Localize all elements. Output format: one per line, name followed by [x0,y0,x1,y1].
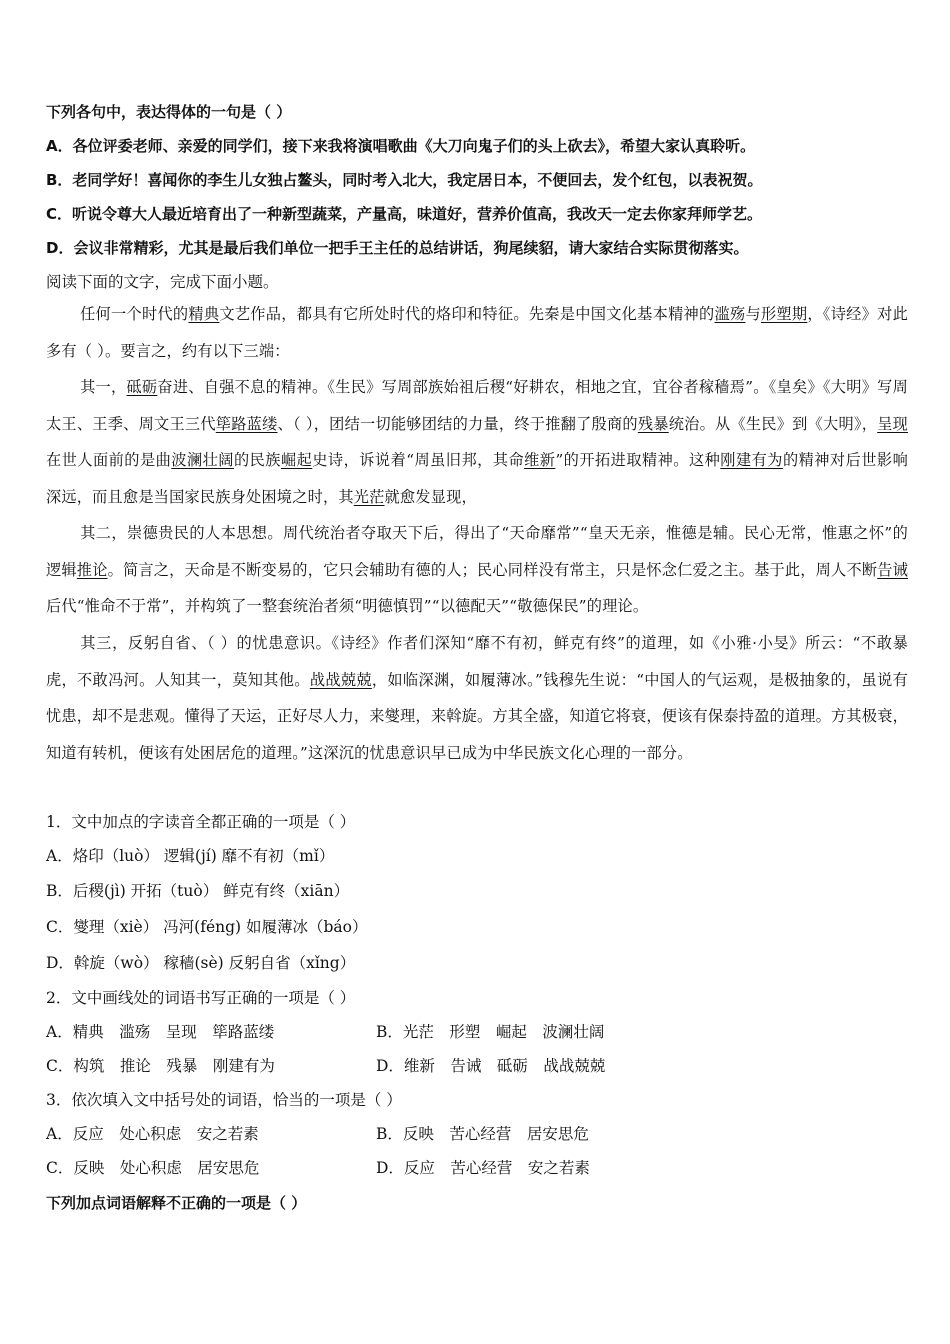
underlined-word: 光茫 [353,487,385,506]
question-1-option-b: B．后稷(jì) 开拓（tuò） 鲜克有终（xiān） [46,882,350,900]
passage-paragraph-1 [46,296,908,369]
underlined-word: 维新 [524,451,556,470]
question-expression-option-d: D．会议非常精彩，尤其是最后我们单位一把手王主任的总结讲话，狗尾续貂，请大家结合实际贯彻落实。 [46,239,749,257]
underlined-word: 崛起 [280,451,313,470]
question-3-option-c: C．反映 处心积虑 居安思危 [46,1159,260,1177]
underlined-word: 刚建有为 [720,451,783,470]
passage-paragraph-3 [46,515,908,625]
passage-paragraph-4 [46,625,908,771]
underlined-word: 呈现 [877,414,909,433]
text-run: 与 [745,305,761,323]
text-run: 。简言之，天命是不断变易的，它只会辅助有德的人；民心同样没有常主，只是怀念仁爱之主。基于此，周人不断 [107,560,878,579]
underlined-word: 精典 [188,305,220,323]
text-run: 在世人面前的是曲 [46,451,172,470]
question-3-stem: 3．依次填入文中括号处的词语，恰当的一项是（ ） [46,1091,402,1109]
question-2-option-c: C．构筑 推论 残暴 刚建有为 [46,1057,275,1075]
text-run: ，《诗经》对此多有（ ）。要言之，约有以下三端： [46,305,908,360]
question-1-option-d: D．斡旋（wò） 稼穑(sè) 反躬自省（xǐng） [46,954,356,972]
text-run: 后代“惟命不于常”，并构筑了一整套统治者须“明德慎罚”“以德配天”“敬德保民”的理论。 [46,597,649,616]
text-run: 的民族 [233,451,281,470]
question-expression-stem: 下列各句中，表达得体的一句是（ ） [46,103,292,121]
text-run: 任何一个时代的 [80,305,189,323]
text-run: 其二，崇德贵民的人本思想。周代统治者夺取天下后，得出了“天命靡常”“皇天无亲，惟德是辅。民心无常，惟惠之怀”的逻辑 [46,524,908,579]
passage-paragraph-2 [46,369,908,515]
text-run: 统治。从《生民》到《大明》， [668,414,878,433]
underlined-word: 波澜壮阔 [171,451,234,470]
underlined-word: 筚路蓝缕 [215,414,278,433]
question-1-option-a: A．烙印（luò） 逻辑(jí) 靡不有初（mǐ） [46,847,335,865]
text-run: 文艺作品，都具有它所处时代的烙印和特征。先秦是中国文化基本精神的 [219,305,715,323]
reading-instruction: 阅读下面的文字，完成下面小题。 [46,273,279,291]
question-1-stem: 1．文中加点的字读音全都正确的一项是（ ） [46,813,356,831]
text-run: 、（ ），团结一切能够团结的力量，终于推翻了殷商的 [277,414,638,433]
question-1-option-c: C．燮理（xiè） 冯河(féng) 如履薄冰（báo） [46,918,368,936]
question-expression-option-a: A．各位评委老师、亲爱的同学们，接下来我将演唱歌曲《大刀向鬼子们的头上砍去》，希望大家认真聆听。 [46,137,756,155]
question-expression-option-c: C．听说令尊大人最近培育出了一种新型蔬菜，产量高，味道好，营养价值高，我改天一定去你家拜师学艺。 [46,205,763,223]
underlined-word: 形塑期 [760,305,808,323]
question-last-stem: 下列加点词语解释不正确的一项是（ ） [46,1194,307,1212]
question-2-stem: 2．文中画线处的词语书写正确的一项是（ ） [46,989,356,1007]
text-run: 奋进、自强不息的精神。《生民》写周部族始祖后稷“好耕农，相地之宜，宜谷者稼穑焉”。《皇矣》《大明》写周太王、王季、周文王三代 [46,378,908,433]
question-2-option-a: A．精典 滥殇 呈现 筚路蓝缕 [46,1023,275,1041]
question-3-option-d: D．反应 苦心经营 安之若素 [376,1159,590,1177]
text-run: 史诗，诉说着“周虽旧邦，其命 [312,451,525,470]
text-run: 的精神对后世影响深远，而且愈是当国家民族身处困境之时，其 [46,451,908,506]
question-2-option-b: B．光茫 形塑 崛起 波澜壮阔 [376,1023,605,1041]
text-run: ，如临深渊，如履薄冰。”钱穆先生说：“中国人的气运观，是极抽象的，虽说有忧患，却不是悲观。懂得了天运，正好尽人力，来燮理，来斡旋。方其全盛，知道它将衰，便该有保泰持盈的道理。方其极衰，知道有转机，便该有处困居危的道理。”这深沉的忧患意识早已成为中华民族文化心理的一部分。 [46,670,908,762]
underlined-word: 战战兢兢 [309,670,372,689]
text-run: 就愈发显现， [384,487,477,506]
text-run: 其三，反躬自省、（ ）的忧患意识。《诗经》作者们深知“靡不有初，鲜克有终”的道理，如《小雅·小旻》所云：“不敢暴虎，不敢冯河。人知其一，莫知其他。 [46,634,908,689]
underlined-word: 告诫 [877,560,909,579]
text-run: 其一， [80,378,127,396]
question-3-option-b: B．反映 苦心经营 居安思危 [376,1125,589,1143]
question-2-option-d: D．维新 告诫 砥砺 战战兢兢 [376,1057,606,1075]
question-expression-option-b: B．老同学好！喜闻你的李生儿女独占鳌头，同时考入北大，我定居日本，不便回去，发个红包，以表祝贺。 [46,171,763,189]
underlined-word: 砥砺 [126,378,158,396]
underlined-word: 滥殇 [714,305,746,323]
text-run: ”的开拓进取精神。这种 [555,451,721,470]
question-3-option-a: A．反应 处心积虑 安之若素 [46,1125,259,1143]
underlined-word: 推论 [76,560,108,579]
underlined-word: 残暴 [637,414,669,433]
